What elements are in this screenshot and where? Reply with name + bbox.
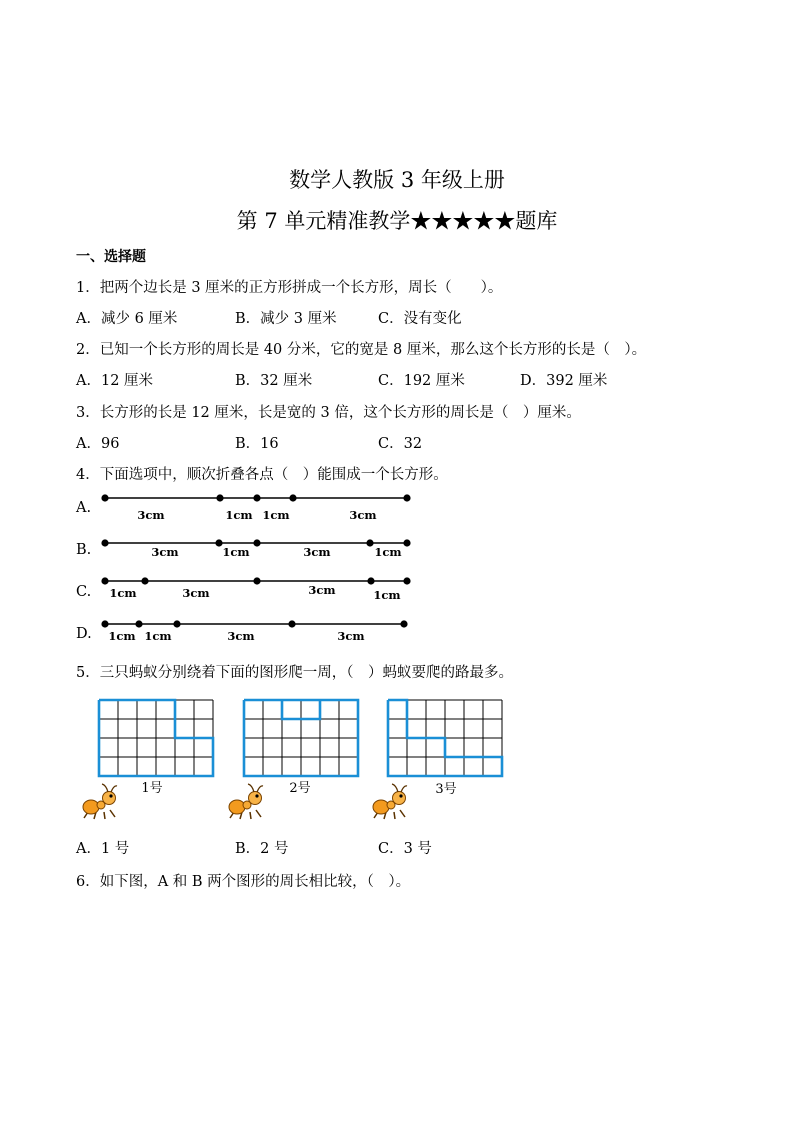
question-4-option-c-label[interactable]: C.: [76, 584, 92, 600]
line-b: [101, 539, 410, 559]
ant-icon: [83, 784, 117, 819]
question-3-option-a[interactable]: A．96: [76, 436, 120, 452]
question-2-option-d[interactable]: D．392 厘米: [520, 373, 608, 389]
seg-label: 1cm: [222, 545, 250, 559]
question-5-option-b[interactable]: B．2 号: [235, 841, 289, 857]
line-d: [101, 620, 407, 643]
ant-icon: [373, 784, 407, 819]
seg-label: 1cm: [144, 629, 172, 643]
doc-title-line2: 第 7 单元精准教学★★★★★题库: [236, 209, 558, 233]
grid-figure-2: [244, 700, 358, 776]
question-5-option-a[interactable]: A．1 号: [76, 841, 130, 857]
question-2-option-a[interactable]: A．12 厘米: [76, 373, 154, 389]
line-c: [101, 577, 410, 602]
question-2-stem: 2．已知一个长方形的周长是 40 分米，它的宽是 8 厘米，那么这个长方形的长是（ ）。: [76, 342, 647, 358]
question-1-stem: 1．把两个边长是 3 厘米的正方形拼成一个长方形，周长（ ）。: [76, 280, 503, 296]
seg-label: 3cm: [227, 629, 255, 643]
question-5-grids: [99, 700, 502, 776]
question-1-option-b[interactable]: B．减少 3 厘米: [235, 311, 337, 327]
question-1-option-c[interactable]: C．没有变化: [378, 311, 462, 327]
question-1-option-a[interactable]: A．减少 6 厘米: [76, 311, 178, 327]
question-4-option-b-label[interactable]: B.: [76, 542, 92, 558]
seg-label: 1cm: [109, 586, 137, 600]
seg-label: 1cm: [373, 588, 401, 602]
seg-label: 3cm: [137, 508, 165, 522]
question-5-option-c[interactable]: C．3 号: [378, 841, 432, 857]
ant-icon: [229, 784, 263, 819]
grid-figure-1: [99, 700, 213, 776]
question-3-stem: 3．长方形的长是 12 厘米，长是宽的 3 倍，这个长方形的周长是（ ）厘米。: [76, 405, 581, 421]
question-6-stem: 6．如下图，A 和 B 两个图形的周长相比较，（ ）。: [76, 874, 411, 890]
question-3-option-c[interactable]: C．32: [378, 436, 423, 452]
seg-label: 1cm: [262, 508, 290, 522]
seg-label: 3cm: [308, 583, 336, 597]
seg-label: 3cm: [303, 545, 331, 559]
figure-caption-2: 2号: [289, 781, 311, 796]
figure-caption-3: 3号: [435, 782, 457, 797]
figure-caption-1: 1号: [141, 781, 163, 796]
doc-title-line1: 数学人教版 3 年级上册: [289, 168, 505, 192]
seg-label: 1cm: [108, 629, 136, 643]
seg-label: 1cm: [374, 545, 402, 559]
question-2-option-b[interactable]: B．32 厘米: [235, 373, 313, 389]
question-2-option-c[interactable]: C．192 厘米: [378, 373, 465, 389]
grid-figure-3: [388, 700, 502, 776]
seg-label: 3cm: [182, 586, 210, 600]
seg-label: 3cm: [349, 508, 377, 522]
section-heading: 一、选择题: [76, 249, 146, 265]
question-3-option-b[interactable]: B．16: [235, 436, 279, 452]
seg-label: 1cm: [225, 508, 253, 522]
question-4-option-d-label[interactable]: D.: [76, 626, 92, 642]
question-4-option-a-label[interactable]: A.: [76, 500, 92, 516]
seg-label: 3cm: [151, 545, 179, 559]
line-a: [101, 494, 410, 522]
question-5-stem: 5．三只蚂蚁分别绕着下面的图形爬一周，（ ）蚂蚁要爬的路最多。: [76, 665, 513, 681]
question-4-stem: 4．下面选项中，顺次折叠各点（ ）能围成一个长方形。: [76, 467, 448, 483]
ant-icons: [83, 784, 407, 819]
seg-label: 3cm: [337, 629, 365, 643]
